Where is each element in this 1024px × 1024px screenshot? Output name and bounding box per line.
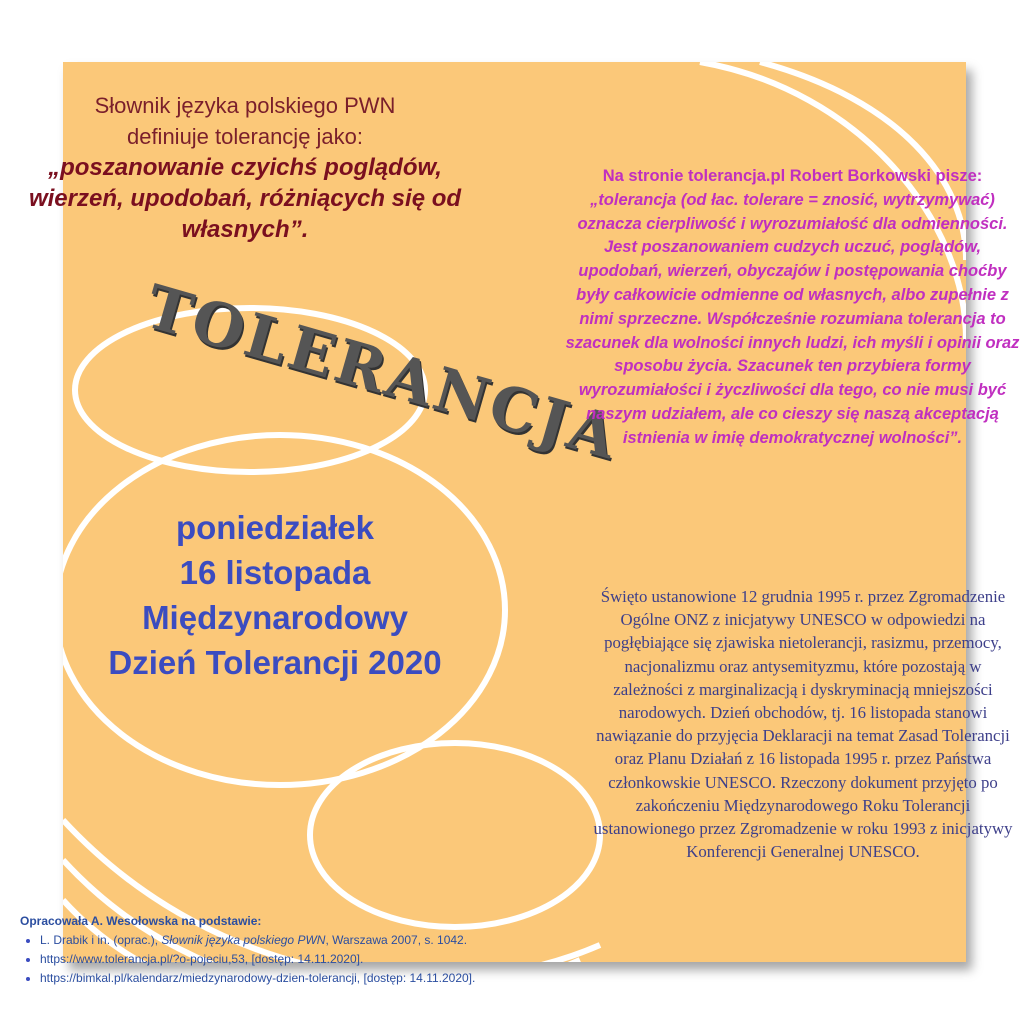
tolerancja-title: TOLERANCJA [137, 271, 627, 475]
source-item-1 [40, 931, 580, 950]
event-date-block [40, 505, 510, 685]
borkowski-quote-block [560, 165, 1024, 451]
sources-title: Opracowała A. Wesołowska na podstawie: [20, 914, 262, 928]
source-item-3[interactable]: • https://bimkal.pl/kalendarz/miedzynarodowy-dzien-tolerancji, [dostęp: 14.11.2020]. [40, 969, 580, 988]
source-item-1-title: Słownik języka polskiego PWN [161, 933, 326, 947]
event-name-line-2: Dzień Tolerancji 2020 [108, 644, 442, 681]
pwn-definition-block [20, 90, 470, 245]
sources-list [20, 931, 580, 988]
source-item-1-authors: L. Drabik i in. (oprac.), [40, 933, 162, 947]
event-date: 16 listopada [179, 554, 371, 591]
pwn-definition-quote: „poszanowanie czyichś poglądów, wierzeń, upodobań, różniących się od własnych”. [28, 154, 462, 243]
borkowski-intro: Na stronie tolerancja.pl Robert Borkowski pisze: [602, 167, 983, 185]
pwn-line-1: Słownik języka polskiego PWN [94, 93, 396, 118]
event-name-line-1: Międzynarodowy [142, 599, 408, 636]
event-weekday: poniedziałek [175, 509, 375, 546]
sources-block [20, 912, 580, 988]
borkowski-quote: „tolerancja (od łac. tolerare = znosić, wytrzymywać) oznacza cierpliwość i wyrozumiałość dla odmienności. Jest poszanowaniem cudzych uczuć, poglądów, upodobań, wierzeń, obyczajów i postępowania choćby były całkowicie odmienne od własnych, albo zupełnie z nimi sprzeczne. Współcześnie rozumiana tolerancja to szacunek dla wolności innych ludzi, ich myśli i opinii oraz sposobu życia. Szacunek ten przybiera formy wyrozumiałości i życzliwości dla tego, co nie musi być naszym udziałem, ale co cieszy się naszą akceptacją istnienia w imię demokratycznej wolności”. [565, 190, 1020, 447]
pwn-line-2: definiuje tolerancję jako: [126, 124, 364, 149]
source-item-2[interactable]: • https://www.tolerancja.pl/?o-pojeciu,53, [dostęp: 14.11.2020]. [40, 950, 580, 969]
history-paragraph: Święto ustanowione 12 grudnia 1995 r. przez Zgromadzenie Ogólne ONZ z inicjatywy UNESCO w odpowiedzi na pogłębiające się zjawiska nietolerancji, rasizmu, przemocy, nacjonalizmu oraz antysemityzmu, które pozostają w zależności z marginalizacją i dyskryminacją mniejszości narodowych. Dzień obchodów, tj. 16 listopada stanowi nawiązanie do przyjęcia Deklaracji na temat Zasad Tolerancji oraz Planu Działań z 16 listopada 1995 r. przez Państwa członkowskie UNESCO. Rzeczony dokument przyjęto po zakończeniu Międzynarodowego Roku Tolerancji ustanowionego przez Zgromadzenie w roku 1993 z inicjatywy Konferencji Generalnej UNESCO. [593, 587, 1013, 862]
source-item-1-details: , Warszawa 2007, s. 1042. [325, 933, 468, 947]
